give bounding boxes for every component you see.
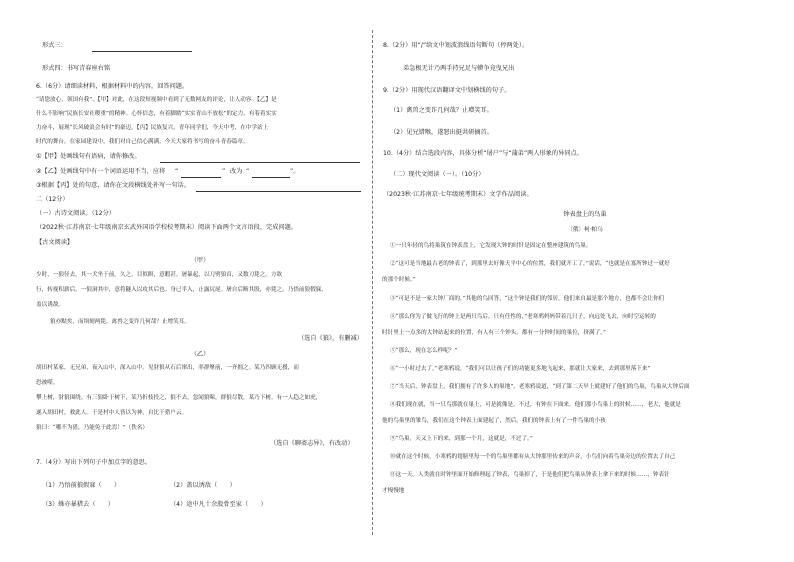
article-para: ⑤“那么，现在怎么样呢？” [390,348,458,354]
q6-heading: 6.（6分）请细读材料，根据材料中的内容，回答问题。 [36,83,189,90]
yi-title: （乙） [190,351,210,358]
article-para: ⑥“一小时过去了，”老寒鸦说，“我们可以让孩子们的功能更多地飞起来，那就让大家来，去到那里落下来” [390,366,651,372]
q8-text[interactable]: 弟急极无计乃两手持兄足与蟒争竟曳兄出 [403,65,515,72]
q7-item-1[interactable]: （1）乃悟前狼假寐（ ） [42,482,121,489]
q8-heading: 8.（2分）用“/”给文中划波浪线语句断句（停两处）。 [383,42,529,49]
guwen-heading: 【古文阅读】 [36,239,74,246]
q9-heading: 9.（2分）用现代汉语翻译文中划横线的句子。 [383,87,511,94]
section-2-1-intro: （2022秋·江苏南京·七年级南京玄武外国语学校校考期末）阅读下面两个文言语段，完成问题。 [36,224,297,231]
article-para: ③“可是不是一家大钟厂商的，”其他的鸟回答，“这个钟是我们的邻居，他们来自最是那个地方，也都不会让你们 [390,296,665,302]
yi-line: 胡田村某家，无兄弟，夜入山中，深入山中。见豺狼从石后窜出，率群聚前，一齐拥之。某乃四顾无援，而 [36,365,299,371]
article-para: 的那个时候。” [382,277,416,283]
yi-line: 攀上树，豺狼围绕。有三狼卧于树下，某乃折枝投之，狼不去。忽闻狼嗥，群狼尽散，某乃下树。有一人趋之如虎， [36,395,322,401]
article-para: ⑪这一天。人类就在时钟里面开始修理起了钟表，鸟巢掉了，于是他们把鸟巢从钟表上拿下来的时候……，钟表针 [390,472,670,478]
article-para: 时针里上一点多的大钟站起来的位置，有人有三个钟头，都有一分钟时间的巢位，挤满了。” [382,330,606,336]
q6-sub2: ②【乙】处画线句中有一个词语运用不当，应将 [36,168,166,175]
jia-title: （甲） [190,257,210,264]
passage-line: 时代的舞台，在家园建设中，我们对自己信心满满，今天大家将书写的奋斗青春篇章。 [36,139,249,145]
article-para: ④“那么你为了做飞行的钟上是两只鸟后，只有任性的，”老寒鸦妈妈带着几只子，向远处飞去，向时空运转的 [390,314,656,320]
q6-sub2-change: 改为 [230,168,243,175]
yi-quote: 狼曰：“哪不为猎，乃能免于此焉！”（佚名） [36,425,149,431]
jia-line: 行，转视积薪后，一狼洞其中，意将隧入以攻其后也。身已半入，止露尻尾。屠自后断其股，亦毙之。乃悟前狼假寐， [36,287,327,293]
quote-mark: ” [222,168,226,175]
article-para: ①一只年轻的鸟将巢筑在钟表盘上，它发现大钟的时针是固定在整座建筑的鸟巢。 [390,243,592,249]
article-para: ②“这可是当地最古老的钟表了，到那里去好像天平中心的位置，我们就开工了，”说话，“也就是在寡所钟过一就好 [390,261,670,267]
q7-item-4[interactable]: （4）途中凡十余股骨至家（ ） [170,501,267,508]
form3-blank[interactable] [92,51,192,52]
article-para: ⑦“当天后，钟表盘上，我们拥有了许多人的巢地”，老寒鸦说道，“到了第二天早上就建好了他们的鸟巢，鸟巢从大钟后面 [390,384,690,390]
q7-item-3[interactable]: （3）蛛亦暴猎去（ ） [42,501,114,508]
article-author: 〔俄〕柯·帕乌 [567,227,603,233]
article-para: ⑨“鸟巢，天又上下的来，到那一个月，这就是，不过了。” [390,436,533,442]
quote-mark: “ [246,168,250,175]
form4-label: 形式四：书写青春座右铭 [42,65,111,72]
modern-intro: （2023秋·江苏南京·七年级统考期末）文学作品阅读。 [383,191,533,198]
quote-mark: ”。 [290,168,300,175]
article-para: ⑧我们现在就，当一只鸟那就在巢上，可是就像是，不过，有钟在下面来。他们那小鸟巢上的时候……，老大，他就是 [390,402,681,408]
section-modern-heading: （二）现代文阅读（一）。（10分） [390,171,485,178]
jia-line: 盖以诱敌。 [36,302,64,308]
answer-blank[interactable] [252,177,290,178]
section-2-heading: 二（12分） [36,196,69,203]
q7-item-2[interactable]: （2）盖以诱敌（ ） [170,482,236,489]
q6-sub1: ①【甲】处画线句有语病，请你修改。 [36,153,141,160]
answer-blank[interactable] [160,162,360,163]
yi-line: 遂入胡田村，救此人。于是村中人皆以为神，自比于猎户云。 [36,410,188,416]
jia-line: 少时，一狼径去，其一犬坐于前。久之，目似瞑，意暇甚。屠暴起，以刀劈狼首，又数刀毙之。方欲 [36,272,283,278]
article-para: ⑩就在这个时候，小寒鸦的翅膀里每一个的鸟巢里都有从大钟那里传来的声音，小鸟们向着鸟巢旁边的位置去了自己 [390,454,676,460]
passage-line: 力奋斗，展现“长风破浪会有时”的豪迈。【丙】民族复兴，青年同学们，今天中考，在中学站上 [36,125,269,131]
jia-last-line: 狼亦黠矣，而顷刻两毙，禽兽之变诈几何哉？止增笑耳。 [50,319,190,325]
answer-blank[interactable] [181,177,221,178]
passage-line: “请您放心，领国有我”。【甲】对此，在这段短视频中看到了无数网友的评论，让人动容。【乙】是 [36,97,277,103]
q7-heading: 7.（4分）写出下列句子中加点字的意思。 [36,459,152,466]
q10-heading: 10.（4分）结合选段内容，具体分析“屠户”与“蒲弟”两人形象的异同点。 [383,150,583,157]
section-2-1-heading: （一）古诗文阅读。（12分） [36,210,116,217]
q9-item-2: （2）见兄错喉，遂怒出挺共研摘首。 [390,129,493,136]
q9-item-1: （1）禽兽之变诈几何哉？止增笑耳。 [390,107,493,114]
answer-blank[interactable] [196,191,361,192]
passage-line: 什么不影响“民族长安社稷重”的精神。心怀信念，有着脚踏“实实青山不放松”的定力，有着着实实 [36,111,277,117]
yi-line: 恐被噬。 [36,380,59,386]
column-divider [372,30,373,535]
jia-source: （选自《狼》，有删减） [298,335,363,342]
form3-label: 形式三： [42,42,67,49]
article-para: 他的鸟巢里的雏鸟，我们在这个钟表上面建起了，然后，我们的钟表上有了一件鸟巢的小孩 [382,418,606,424]
yi-source: （选自《聊斋志异》，有改动） [270,440,354,447]
article-title: 钟表盘上的鸟巢 [563,211,607,218]
q6-sub3: ③根据【丙】处的句意，请你在文段横线处补写一句话。 [36,182,191,189]
article-para: 才慢慢地 [382,488,405,494]
quote-mark: “ [175,168,179,175]
